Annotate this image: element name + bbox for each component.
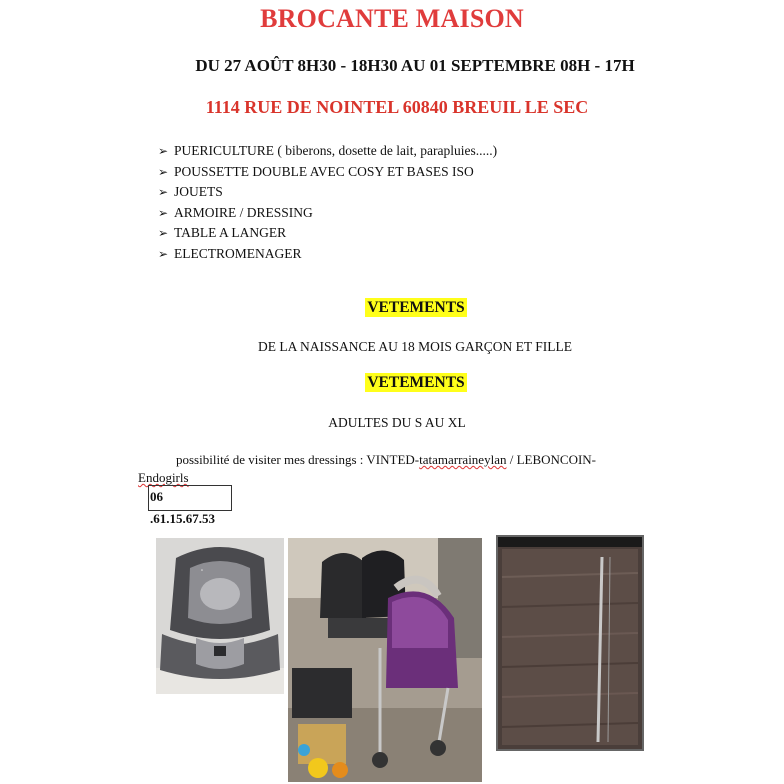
svg-text:∘: ∘ (200, 567, 204, 574)
visit-dressings-text: possibilité de visiter mes dressings : VINTED-tatamarraineylan / LEBONCOIN- Endogirls (138, 452, 597, 485)
list-item: ➢ POUSSETTE DOUBLE AVEC COSY ET BASES ISO (158, 162, 497, 183)
list-item: ➢ ARMOIRE / DRESSING (158, 203, 497, 224)
list-item: ➢ JOUETS (158, 182, 497, 203)
event-address: 1114 RUE DE NOINTEL 60840 BREUIL LE SEC (205, 97, 589, 117)
arrow-bullet-icon: ➢ (158, 185, 169, 200)
list-item: ➢ ELECTROMENAGER (158, 244, 497, 265)
arrow-bullet-icon: ➢ (158, 246, 169, 261)
strollers-photo (288, 538, 482, 782)
list-item: ➢ TABLE A LANGER (158, 223, 497, 244)
vinted-username: tatamarraineylan (419, 452, 507, 467)
arrow-bullet-icon: ➢ (158, 205, 169, 220)
phone-number-box: 06 .61.15.67.53 (148, 485, 232, 511)
car-seat-image (156, 538, 284, 694)
items-list (158, 141, 497, 265)
arrow-bullet-icon: ➢ (158, 144, 169, 158)
section-text-baby: DE LA NAISSANCE AU 18 MOIS GARÇON ET FILLE (257, 339, 572, 354)
wardrobe-photo (496, 535, 644, 751)
arrow-bullet-icon: ➢ (158, 164, 169, 179)
wardrobe-image (498, 537, 642, 749)
poster-title: BROCANTE MAISON (260, 4, 524, 33)
list-item: ➢ PUERICULTURE ( biberons, dosette de lait, parapluies.....) (158, 141, 497, 162)
event-dates: DU 27 AOÛT 8H30 - 18H30 AU 01 SEPTEMBRE 08H - 17H (195, 56, 635, 75)
leboncoin-username: Endogirls (138, 470, 189, 485)
section-heading-baby: VETEMENTS (367, 299, 465, 316)
section-text-adult: ADULTES DU S AU XL (328, 415, 466, 430)
car-seat-photo (156, 538, 284, 694)
strollers-image (288, 538, 482, 782)
arrow-bullet-icon: ➢ (158, 226, 169, 241)
section-heading-adult: VETEMENTS (367, 374, 465, 391)
